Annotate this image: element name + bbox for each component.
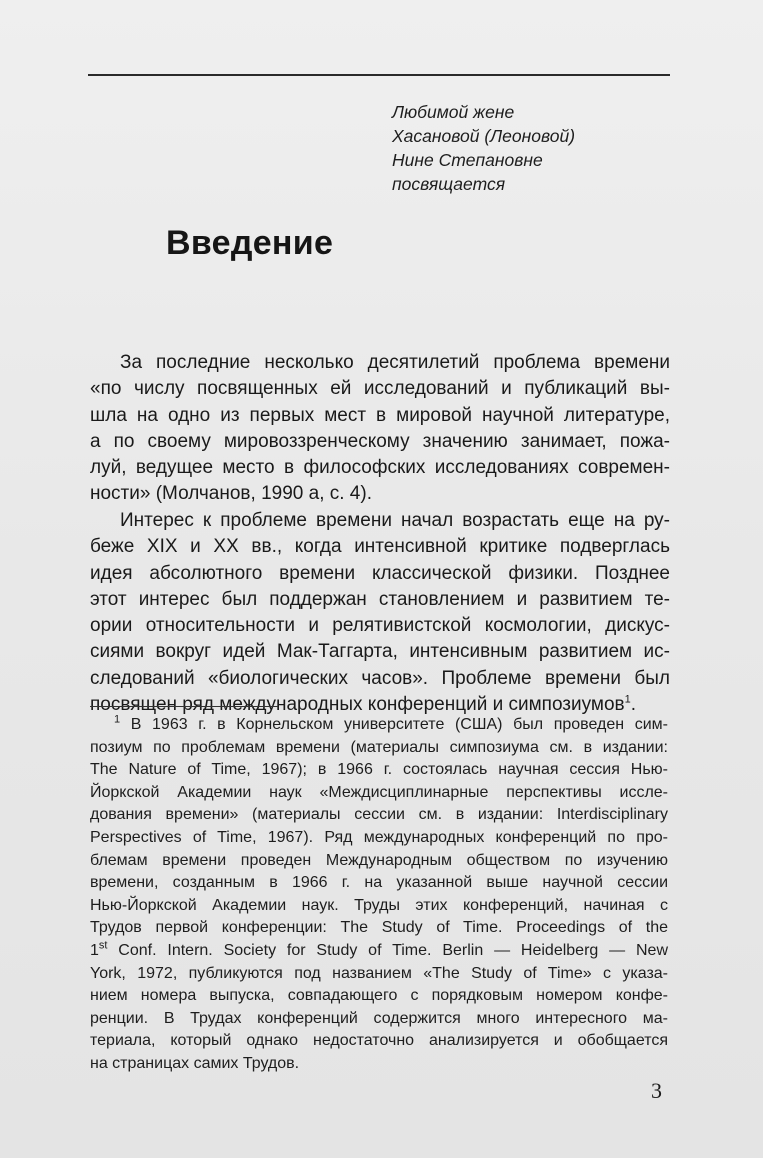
text-line: ории относительности и релятивистской космологии, дискус- (90, 615, 670, 637)
dedication-line: посвящается (392, 174, 506, 194)
footnote-line: The Nature of Time, 1967); в 1966 г. состоялась научная сессия Нью- (90, 761, 668, 779)
text-line: Интерес к проблеме времени начал возрастать еще на ру- (120, 510, 670, 531)
conference-number: 1 (90, 941, 99, 959)
footnote-line: времени, созданным в 1966 г. на указанной выше научной сессии (90, 874, 668, 892)
footnote-line: ренции. В Трудах конференций содержится много интересного ма- (90, 1009, 668, 1027)
chapter-heading: Введение (166, 224, 334, 262)
text-line-content: посвящен ряд международных конференций и симпозиумов (90, 694, 625, 716)
text-line: следований «биологических часов». Проблеме времени был (90, 667, 670, 689)
header-rule (88, 74, 670, 76)
footnote-line: позиум по проблемам времени (материалы симпозиума см. в издании: (90, 738, 668, 756)
ordinal-suffix: st (98, 939, 108, 952)
text-line: идея абсолютного времени классической физики. Позднее (90, 562, 670, 584)
footnote-line: Perspectives of Time, 1967). Ряд международных конференций по про- (90, 828, 668, 846)
footnote-line-content: В 1963 г. в Корнельском университете (США) был проведен сим- (130, 716, 668, 733)
footnote-line: Нью-Йоркской Академии наук. Труды этих конференций, начиная с (90, 896, 668, 914)
footnote-line: дования времени» (материалы сессии см. в издании: Interdisciplinary (90, 806, 668, 824)
text-line: сиями вокруг идей Мак-Таггарта, интенсивным развитием ис- (90, 641, 670, 663)
page-number: 3 (651, 1078, 662, 1103)
footnote-marker: 1 (114, 713, 121, 726)
text-line: а по своему мировоззренческому значению занимает, пожа- (90, 430, 670, 452)
footnote-line (90, 714, 668, 737)
dedication (392, 100, 692, 196)
footnote-line-content: Conf. Intern. Society for Study of Time. Berlin — Heidelberg — New (107, 941, 668, 959)
footnote-line: териала, который однако недостаточно анализируется и обобщается (90, 1032, 668, 1050)
footnote-line: блемам времени проведен Международным обществом по изучению (90, 851, 668, 869)
dedication-line: Любимой жене (392, 102, 515, 122)
dedication-line: Хасановой (Леоновой) (392, 126, 576, 146)
text-line: «по числу посвященных ей исследований и публикаций вы- (90, 378, 670, 400)
footnote-line: Йоркской Академии наук «Междисциплинарные перспективы иссле- (90, 783, 668, 801)
footnote-line: нием номера выпуска, совпадающего с порядковым номером конфе- (90, 987, 668, 1005)
text-line: беже XIX и XX вв., когда интенсивной критике подверглась (90, 536, 670, 558)
text-line: За последние несколько десятилетий проблема времени (120, 352, 670, 373)
footnote-line: Трудов первой конференции: The Study of Time. Proceedings of the (90, 919, 668, 937)
text-line: этот интерес был поддержан становлением и развитием те- (90, 588, 670, 610)
text-line: посвящен ряд международных конференций и симпозиумов$^1$. (90, 693, 637, 716)
footnote-line (90, 940, 668, 963)
dedication-line: Нине Степановне (392, 150, 543, 170)
footnote-line: на страницах самих Трудов. (90, 1054, 300, 1072)
paragraph-2 (90, 508, 670, 718)
footnote-reference[interactable]: 1 (624, 693, 631, 706)
footnote (90, 714, 668, 1076)
footnote-rule (90, 706, 278, 707)
text-line: шла на одно из первых мест в мировой научной литературе, (90, 404, 670, 426)
paragraph-1 (90, 350, 670, 508)
text-line: ности» (Молчанов, 1990 а, с. 4). (90, 483, 372, 505)
text-line: луй, ведущее место в философских исследованиях современ- (90, 457, 670, 479)
footnote-line: York, 1972, публикуются под названием «The Study of Time» с указа- (90, 964, 668, 982)
